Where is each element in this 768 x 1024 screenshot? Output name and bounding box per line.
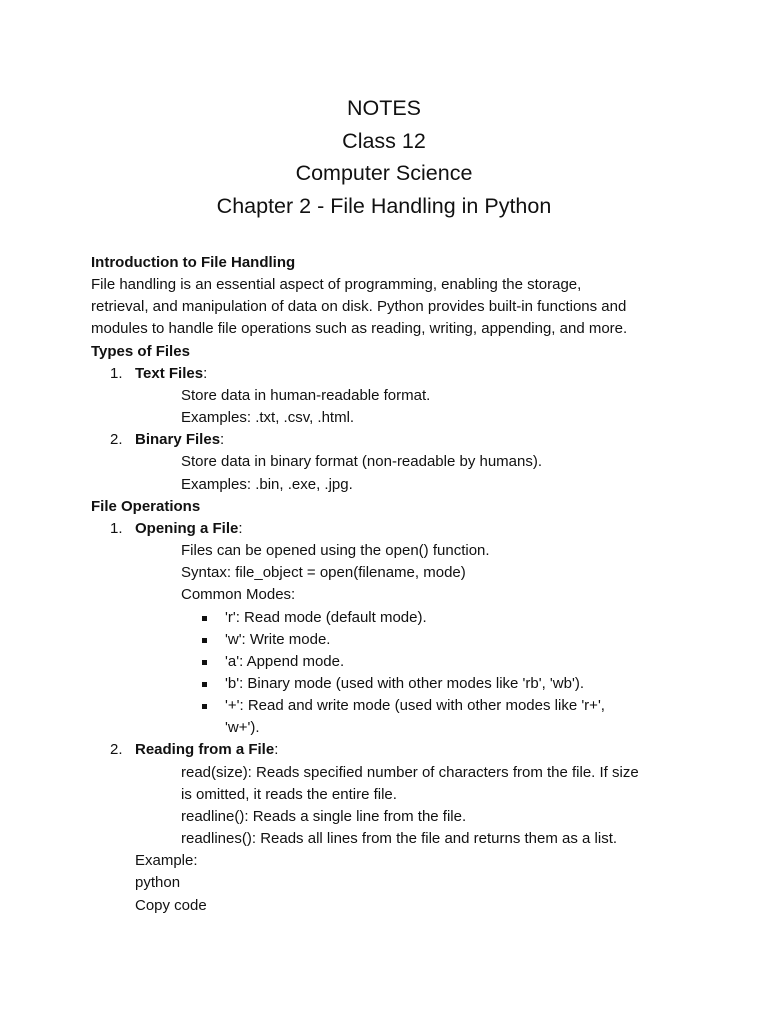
mode-bullet <box>91 695 691 717</box>
list-item-label: Reading from a File <box>135 741 275 759</box>
mode-text: 'a': Append mode. <box>225 652 345 670</box>
label-colon: : <box>238 519 243 537</box>
copy-code-link[interactable]: Copy code <box>135 896 207 914</box>
detail-line: readline(): Reads a single line from the file. <box>181 807 467 825</box>
label-colon: : <box>274 741 279 759</box>
document-body <box>91 252 691 917</box>
operations-heading: File Operations <box>91 497 201 515</box>
label-colon: : <box>203 364 208 382</box>
square-bullet-icon <box>202 682 207 687</box>
title-notes: NOTES <box>346 96 422 120</box>
list-item-label: Text Files <box>135 364 204 382</box>
detail-line: Examples: .txt, .csv, .html. <box>181 409 355 427</box>
square-bullet-icon <box>202 704 207 709</box>
mode-bullet <box>91 629 691 651</box>
example-label: Example: <box>135 852 198 870</box>
list-number: 2. <box>110 431 123 449</box>
detail-line: Common Modes: <box>181 586 296 604</box>
square-bullet-icon <box>202 660 207 665</box>
mode-bullet <box>91 607 691 629</box>
list-item-binary-files <box>91 429 691 451</box>
list-item-label: Opening a File <box>135 519 239 537</box>
detail-line: is omitted, it reads the entire file. <box>181 785 397 803</box>
mode-text-continuation: 'w+'). <box>225 719 260 737</box>
square-bullet-icon <box>202 638 207 643</box>
mode-text: 'r': Read mode (default mode). <box>225 608 427 626</box>
label-colon: : <box>220 431 225 449</box>
detail-line: Examples: .bin, .exe, .jpg. <box>181 475 353 493</box>
types-heading: Types of Files <box>91 342 190 360</box>
intro-paragraph-line: retrieval, and manipulation of data on disk. Python provides built-in functions and <box>91 298 627 316</box>
list-number: 2. <box>110 741 123 759</box>
list-number: 1. <box>110 364 123 382</box>
intro-paragraph-line: modules to handle file operations such as reading, writing, appending, and more. <box>91 320 628 338</box>
mode-bullet <box>91 673 691 695</box>
mode-bullet <box>91 651 691 673</box>
intro-paragraph-line: File handling is an essential aspect of programming, enabling the storage, <box>91 276 582 294</box>
example-language: python <box>135 874 181 892</box>
detail-line: Syntax: file_object = open(filename, mode) <box>181 564 466 582</box>
title-class: Class 12 <box>342 128 426 153</box>
square-bullet-icon <box>202 616 207 621</box>
detail-line: Files can be opened using the open() function. <box>181 542 490 560</box>
mode-text: 'w': Write mode. <box>225 630 331 648</box>
detail-line: readlines(): Reads all lines from the file and returns them as a list. <box>181 830 618 848</box>
document-title <box>0 92 768 222</box>
mode-text: '+': Read and write mode (used with other modes like 'r+', <box>225 697 605 715</box>
list-item-reading-file <box>91 739 691 761</box>
detail-line: Store data in human-readable format. <box>181 386 431 404</box>
detail-line: read(size): Reads specified number of characters from the file. If size <box>181 763 639 781</box>
list-item-label: Binary Files <box>135 431 221 449</box>
list-item-text-files <box>91 363 691 385</box>
list-item-opening-file <box>91 518 691 540</box>
title-chapter: Chapter 2 - File Handling in Python <box>216 193 552 218</box>
title-subject: Computer Science <box>295 161 473 185</box>
list-number: 1. <box>110 519 123 537</box>
detail-line: Store data in binary format (non-readable by humans). <box>181 453 543 471</box>
intro-heading: Introduction to File Handling <box>91 254 296 271</box>
mode-text: 'b': Binary mode (used with other modes like 'rb', 'wb'). <box>225 674 584 692</box>
